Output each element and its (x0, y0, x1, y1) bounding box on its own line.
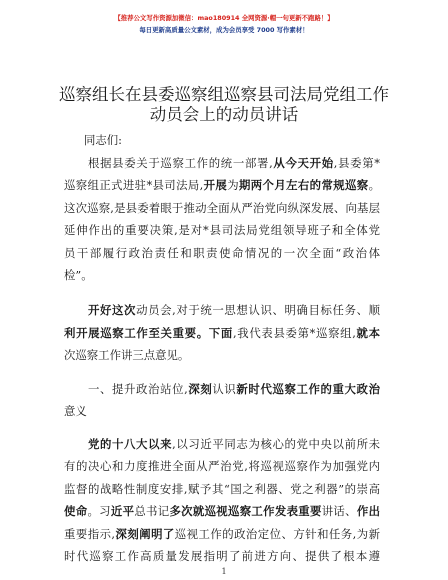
para3-line1: 党的十八大以来,以习近平同志为核心的党中央以前所未 (88, 437, 380, 451)
para3-line6: 时代巡察工作高质量发展指明了前进方向、提供了根本遵 (64, 549, 380, 563)
promo-banner-line-2: 每日更新高质量公文素材，成为会员享受 7000 写作素材！ (139, 26, 309, 34)
document-title-line-1: 巡察组长在县委巡察组巡察县司法局党组工作 (59, 85, 389, 104)
para1-line6: 检”。 (64, 268, 93, 282)
para1-line5: 员干部履行政治责任和职责使命情况的一次全面“政治体 (64, 246, 380, 260)
para3-line3: 监督的战略性制度安排,赋予其“国之利器、党之利器”的崇高 (64, 482, 380, 496)
document-title-line-2: 动员会上的动员讲话 (149, 105, 299, 124)
para1-line4: 延伸作出的重要决策,是对*县司法局党组领导班子和全体党 (64, 223, 380, 237)
para3-line4: 使命。习近平总书记多次就巡视巡察工作发表重要讲话、作出 (64, 504, 380, 518)
para3-line5: 重要指示,深刻阐明了巡视工作的政治定位、方针和任务,为新 (64, 527, 380, 541)
para1-line3: 这次巡察,是县委着眼于推动全面从严治党向纵深发展、向基层 (64, 201, 380, 215)
para2-line3: 次巡察工作讲三点意见。 (64, 348, 190, 362)
section1-heading-line1: 一、提升政治站位,深刻认识新时代巡察工作的重大政治 (88, 382, 380, 396)
para2-line1: 开好这次动员会,对于统一思想认识、明确目标任务、顺 (88, 303, 380, 317)
promo-banner-line-1: 【推荐公文写作资源加微信：mao180914 全网资源·帽一句更新不跑路！】 (114, 14, 334, 22)
para1-line2: 巡察组正式进驻*县司法局,开展为期两个月左右的常规巡察。 (64, 178, 380, 192)
para3-line2: 有的决心和力度推进全面从严治党,将巡视巡察作为加强党内 (64, 459, 380, 473)
salutation: 同志们: (84, 133, 123, 147)
para1-line1: 根据县委关于巡察工作的统一部署,从今天开始,县委第* (88, 156, 380, 170)
section1-heading-line2: 意义 (64, 404, 87, 418)
para2-line2: 利开展巡察工作至关重要。下面,我代表县委第*巡察组,就本 (64, 326, 380, 340)
page-number: 1 (221, 567, 227, 576)
